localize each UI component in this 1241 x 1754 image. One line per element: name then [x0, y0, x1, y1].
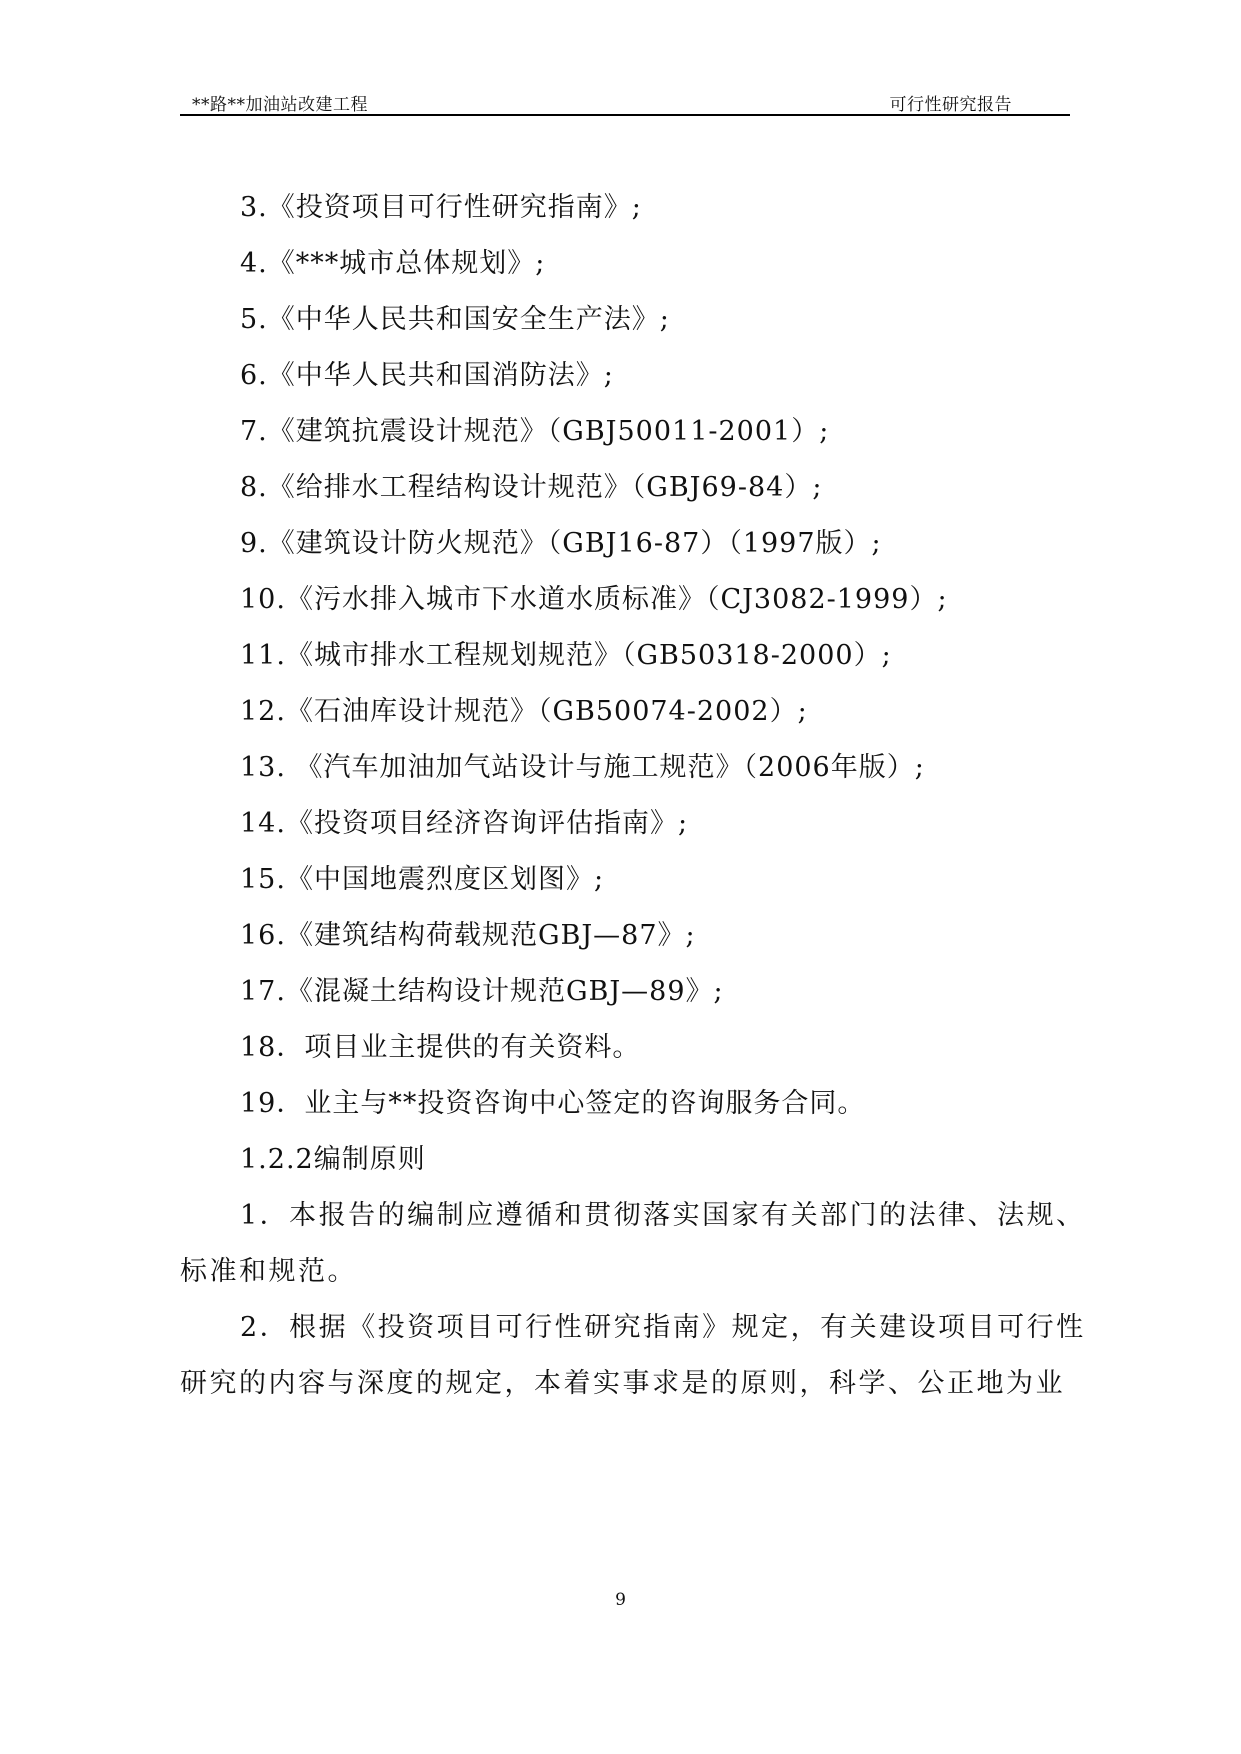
list-item: 14.《投资项目经济咨询评估指南》;: [240, 808, 689, 839]
list-item: 9.《建筑设计防火规范》（GBJ16-87）（1997版）;: [240, 528, 882, 559]
list-item: 10.《污水排入城市下水道水质标准》（CJ3082-1999）;: [240, 584, 948, 615]
page-header: [180, 84, 1070, 116]
list-item: 4.《***城市总体规划》;: [240, 248, 546, 279]
list-item: 3.《投资项目可行性研究指南》;: [240, 192, 642, 223]
list-item: 18．项目业主提供的有关资料。: [240, 1032, 641, 1063]
list-item: 5.《中华人民共和国安全生产法》;: [240, 304, 670, 335]
list-item: 6.《中华人民共和国消防法》;: [240, 360, 614, 391]
list-item: 15.《中国地震烈度区划图》;: [240, 864, 605, 895]
list-item: 8.《给排水工程结构设计规范》（GBJ69-84）;: [240, 472, 823, 503]
list-item: 11.《城市排水工程规划规范》（GB50318-2000）;: [240, 640, 892, 671]
header-project-title: **路**加油站改建工程: [192, 95, 368, 115]
paragraph-line: 1．本报告的编制应遵循和贯彻落实国家有关部门的法律、法规、: [240, 1200, 1086, 1231]
list-item: 13. 《汽车加油加气站设计与施工规范》（2006年版）;: [240, 752, 925, 783]
list-item: 12.《石油库设计规范》（GB50074-2002）;: [240, 696, 808, 727]
section-heading: 1.2.2编制原则: [240, 1144, 426, 1175]
paragraph-line: 研究的内容与深度的规定，本着实事求是的原则，科学、公正地为业: [180, 1368, 1065, 1399]
header-report-type: 可行性研究报告: [889, 95, 1012, 115]
list-item: 7.《建筑抗震设计规范》（GBJ50011-2001）;: [240, 416, 830, 447]
list-item: 16.《建筑结构荷载规范GBJ—87》;: [240, 920, 696, 951]
list-item: 19．业主与**投资咨询中心签定的咨询服务合同。: [240, 1088, 866, 1119]
paragraph-line: 标准和规范。: [180, 1256, 357, 1287]
page-number: 9: [615, 1590, 626, 1610]
paragraph-line: 2．根据《投资项目可行性研究指南》规定，有关建设项目可行性: [240, 1312, 1086, 1343]
list-item: 17.《混凝土结构设计规范GBJ—89》;: [240, 976, 724, 1007]
